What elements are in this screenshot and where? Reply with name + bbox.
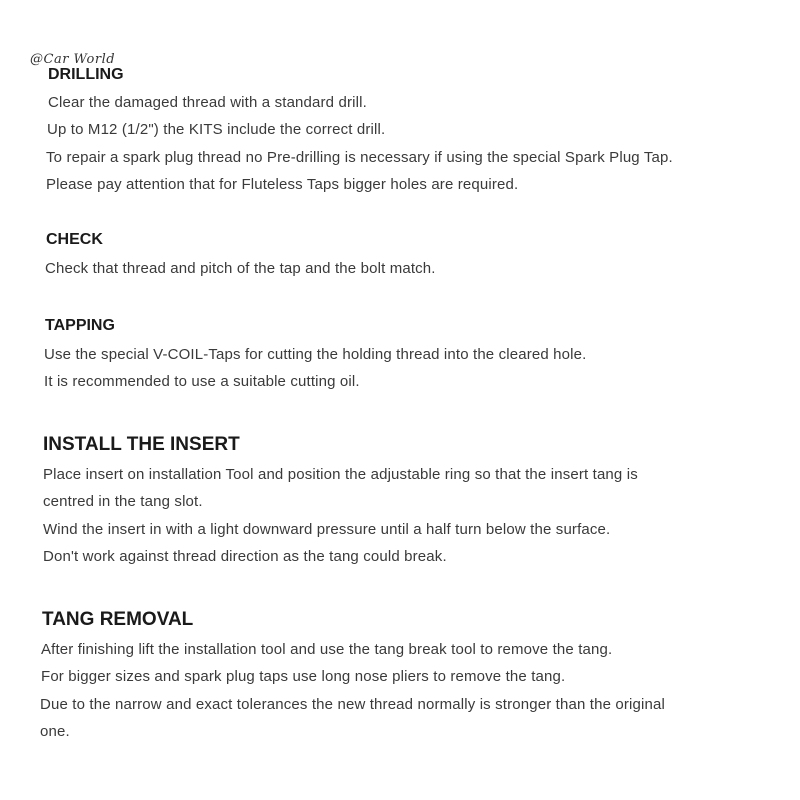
text-line: Up to M12 (1/2") the KITS include the correct drill. [47,121,386,138]
text-line: Wind the insert in with a light downward pressure until a half turn below the surface. [43,521,611,538]
text-line: Clear the damaged thread with a standard drill. [48,94,367,111]
watermark: @Car World [30,52,116,67]
heading-install-the-insert: INSTALL THE INSERT [43,434,240,455]
heading-tapping: TAPPING [45,317,115,334]
text-line: Due to the narrow and exact tolerances the new thread normally is stronger than the original [40,696,665,713]
text-line: one. [40,723,70,740]
text-line: It is recommended to use a suitable cutting oil. [44,373,360,390]
text-line: centred in the tang slot. [43,493,203,510]
text-line: Don't work against thread direction as the tang could break. [43,548,447,565]
text-line: Please pay attention that for Fluteless Taps bigger holes are required. [46,176,519,193]
text-line: Check that thread and pitch of the tap and the bolt match. [45,260,436,277]
heading-check: CHECK [46,231,103,248]
heading-drilling: DRILLING [48,66,124,83]
text-line: For bigger sizes and spark plug taps use long nose pliers to remove the tang. [41,668,566,685]
heading-tang-removal: TANG REMOVAL [42,609,194,630]
text-line: Use the special V-COIL-Taps for cutting the holding thread into the cleared hole. [44,346,587,363]
text-line: Place insert on installation Tool and position the adjustable ring so that the insert tang is [43,466,638,483]
text-line: To repair a spark plug thread no Pre-drilling is necessary if using the special Spark Plug Tap. [46,149,673,166]
text-line: After finishing lift the installation tool and use the tang break tool to remove the tang. [41,641,613,658]
